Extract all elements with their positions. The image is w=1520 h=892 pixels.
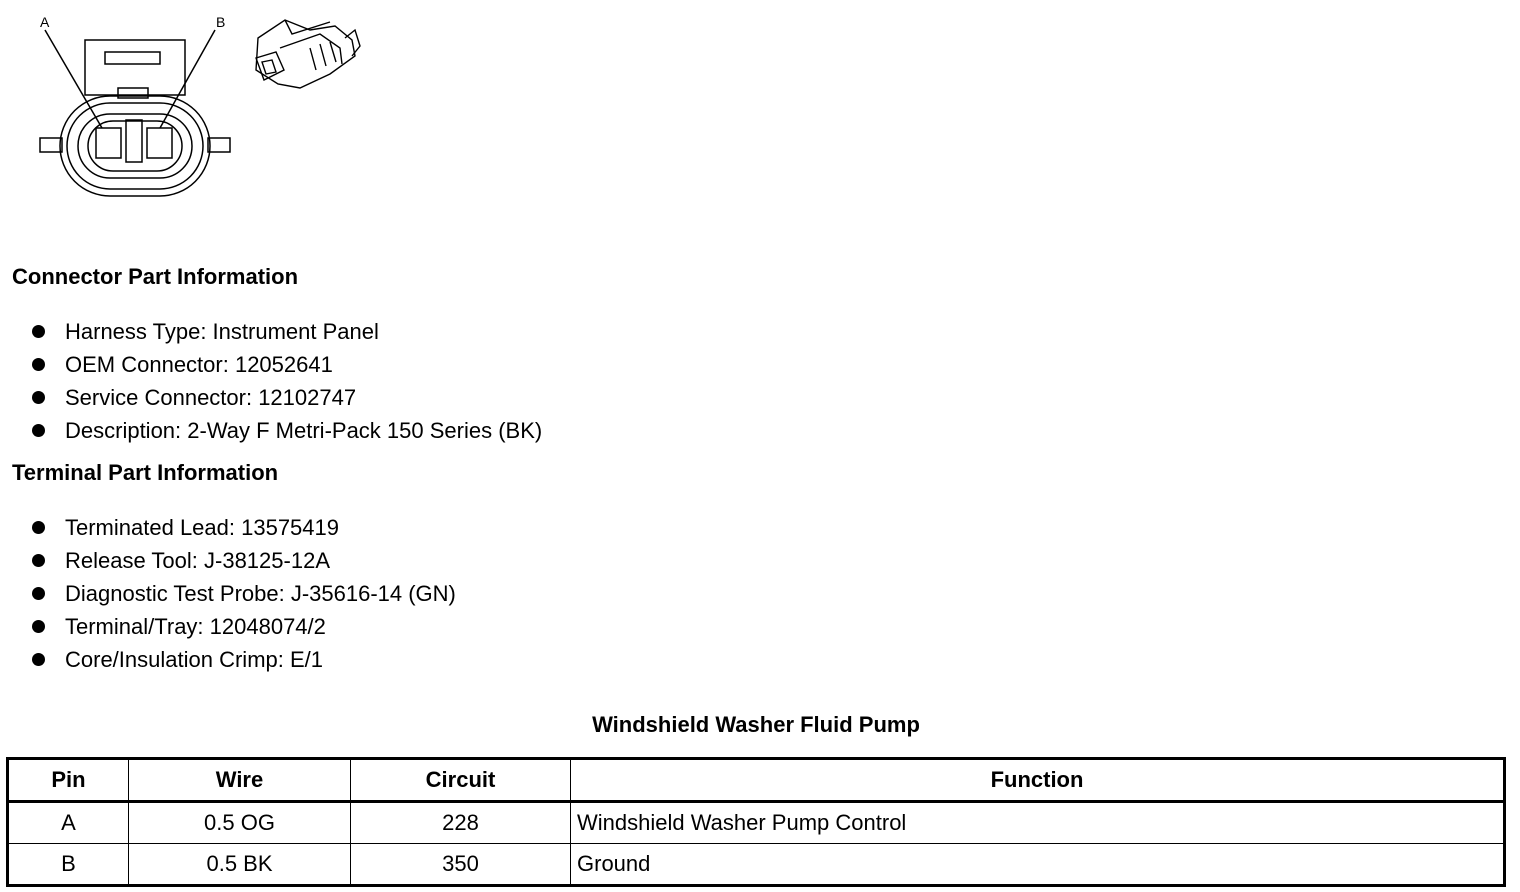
- connector-photo-icon: [256, 20, 360, 88]
- cell-function: Ground: [571, 844, 1505, 886]
- bullet-icon: [32, 325, 45, 338]
- connector-face-icon: [30, 8, 370, 208]
- column-header-wire: Wire: [129, 759, 351, 802]
- table-header-row: [8, 759, 1505, 802]
- bullet-icon: [32, 391, 45, 404]
- list-item: Description: 2-Way F Metri-Pack 150 Series (BK): [28, 414, 542, 447]
- column-header-function: Function: [571, 759, 1505, 802]
- cell-pin: A: [8, 802, 129, 844]
- list-item: Terminal/Tray: 12048074/2: [28, 610, 456, 643]
- connector-info-list: [28, 315, 542, 447]
- list-item: Diagnostic Test Probe: J-35616-14 (GN): [28, 577, 456, 610]
- bullet-icon: [32, 358, 45, 371]
- terminal-info-title: Terminal Part Information: [12, 460, 279, 485]
- terminal-info-list: [28, 511, 456, 676]
- pin-label-b: B: [216, 14, 226, 30]
- list-item: Core/Insulation Crimp: E/1: [28, 643, 456, 676]
- pin-table: [6, 757, 1506, 887]
- bullet-icon: [32, 620, 45, 633]
- connector-info-title: Connector Part Information: [12, 264, 299, 289]
- column-header-circuit: Circuit: [351, 759, 571, 802]
- list-item: Harness Type: Instrument Panel: [28, 315, 542, 348]
- table-row: [8, 844, 1505, 886]
- cell-circuit: 350: [351, 844, 571, 886]
- list-item: Release Tool: J-38125-12A: [28, 544, 456, 577]
- cell-circuit: 228: [351, 802, 571, 844]
- column-header-pin: Pin: [8, 759, 129, 802]
- bullet-icon: [32, 653, 45, 666]
- bullet-icon: [32, 554, 45, 567]
- table-row: [8, 802, 1505, 844]
- connector-diagram: [30, 8, 370, 208]
- bullet-icon: [32, 587, 45, 600]
- cell-pin: B: [8, 844, 129, 886]
- pin-table-title: Windshield Washer Fluid Pump: [592, 712, 920, 737]
- pin-label-a: A: [40, 14, 50, 30]
- bullet-icon: [32, 521, 45, 534]
- list-item: OEM Connector: 12052641: [28, 348, 542, 381]
- list-item: Terminated Lead: 13575419: [28, 511, 456, 544]
- list-item: Service Connector: 12102747: [28, 381, 542, 414]
- cell-function: Windshield Washer Pump Control: [571, 802, 1505, 844]
- bullet-icon: [32, 424, 45, 437]
- cell-wire: 0.5 OG: [129, 802, 351, 844]
- cell-wire: 0.5 BK: [129, 844, 351, 886]
